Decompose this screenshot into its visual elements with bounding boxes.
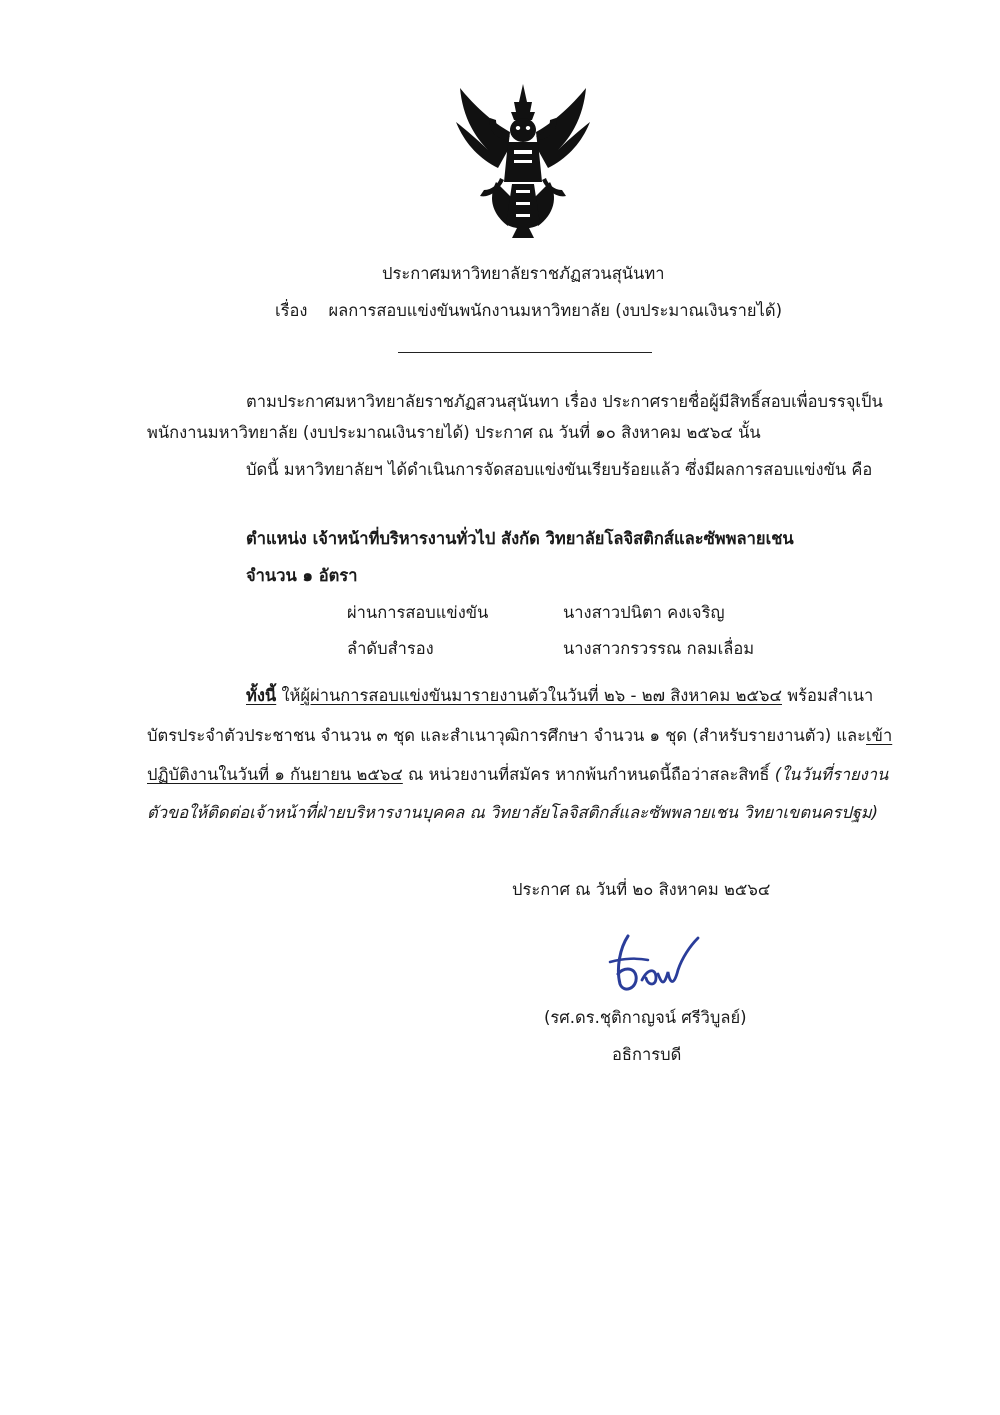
- paragraph-1-line-2: พนักงานมหาวิทยาลัย (งบประมาณเงินรายได้) ประกาศ ณ วันที่ ๑๐ สิงหาคม ๒๕๖๔ นั้น: [147, 423, 761, 442]
- paragraph-2: บัดนี้ มหาวิทยาลัยฯ ได้ดำเนินการจัดสอบแข่งขันเรียบร้อยแล้ว ซึ่งมีผลการสอบแข่งขัน คือ: [246, 460, 873, 479]
- quota-line: จำนวน ๑ อัตรา: [246, 566, 358, 585]
- signature-icon: [598, 928, 718, 998]
- emphasis-text: ทั้งนี้: [246, 686, 277, 705]
- announcement-title: ประกาศมหาวิทยาลัยราชภัฏสวนสุนันทา: [382, 264, 665, 283]
- position-heading: ตำแหน่ง เจ้าหน้าที่บริหารงานทั่วไป สังกัด วิทยาลัยโลจิสติกส์และซัพพลายเชน: [246, 529, 794, 548]
- result-name-reserve: นางสาวกรวรรณ กลมเลื่อม: [563, 639, 755, 658]
- paragraph-1-line-1: ตามประกาศมหาวิทยาลัยราชภัฏสวนสุนันทา เรื่อง ประกาศรายชื่อผู้มีสิทธิ์สอบเพื่อบรรจุเป็น: [246, 392, 883, 411]
- subject-label: เรื่อง: [275, 301, 308, 320]
- start-work-date-text: ปฏิบัติงานในวันที่ ๑ กันยายน ๒๕๖๔: [147, 765, 403, 784]
- report-date-text: ผู้ผ่านการสอบแข่งขันมารายงานตัวในวันที่ ๒๖ - ๒๗ สิงหาคม ๒๕๖๔: [300, 686, 782, 705]
- signer-name: (รศ.ดร.ชุติกาญจน์ ศรีวิบูลย์): [544, 1008, 747, 1027]
- garuda-emblem-icon: [448, 80, 598, 240]
- start-work-text: เข้า: [866, 726, 893, 745]
- paragraph-3-line-4: ตัวขอให้ติดต่อเจ้าหน้าที่ฝ่ายบริหารงานบุคคล ณ วิทยาลัยโลจิสติกส์และซัพพลายเชน วิทยาเขตนครปฐม): [147, 803, 879, 822]
- title-divider: [398, 352, 652, 353]
- paragraph-3-line-3: ปฏิบัติงานในวันที่ ๑ กันยายน ๒๕๖๔ ณ หน่วยงานที่สมัคร หากพ้นกำหนดนี้ถือว่าสละสิทธิ์ (ในวันที่รายงาน: [147, 765, 889, 784]
- announce-date: ประกาศ ณ วันที่ ๒๐ สิงหาคม ๒๕๖๔: [512, 880, 771, 899]
- result-name-passed: นางสาวปนิตา คงเจริญ: [563, 603, 725, 622]
- contact-note-start: (ในวันที่รายงาน: [774, 765, 889, 784]
- result-status-passed: ผ่านการสอบแข่งขัน: [347, 603, 489, 622]
- paragraph-3-line-1: ทั้งนี้ ให้ผู้ผ่านการสอบแข่งขันมารายงานตัวในวันที่ ๒๖ - ๒๗ สิงหาคม ๒๕๖๔ พร้อมสำเนา: [246, 686, 874, 705]
- signer-title: อธิการบดี: [612, 1045, 682, 1064]
- paragraph-3-line-2: บัตรประจำตัวประชาชน จำนวน ๓ ชุด และสำเนาวุฒิการศึกษา จำนวน ๑ ชุด (สำหรับรายงานตัว) และเข้า: [147, 726, 893, 745]
- subject-line: [275, 298, 782, 324]
- subject-text: ผลการสอบแข่งขันพนักงานมหาวิทยาลัย (งบประมาณเงินรายได้): [328, 301, 783, 320]
- result-status-reserve: ลำดับสำรอง: [347, 639, 434, 658]
